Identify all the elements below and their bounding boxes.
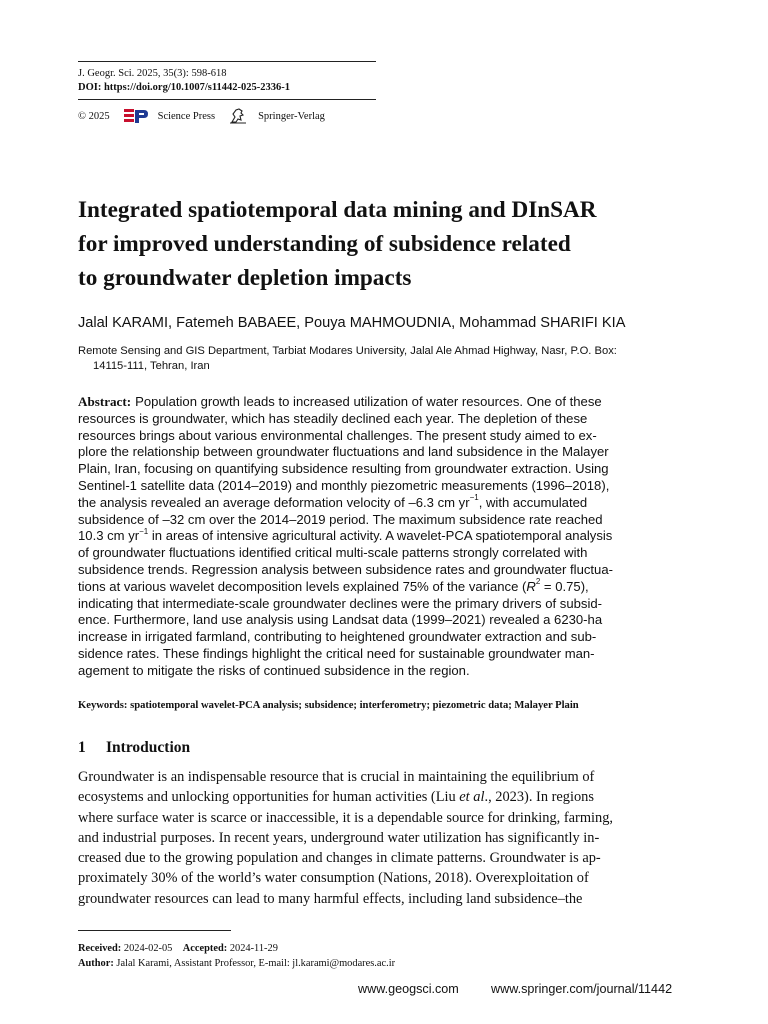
- title-line-2: for improved understanding of subsidence related: [78, 231, 571, 257]
- footnote-rule: [78, 930, 231, 931]
- abstract-line: subsidence trends. Regression analysis between subsidence rates and groundwater fluctua-: [78, 561, 613, 577]
- doi-line[interactable]: DOI: https://doi.org/10.1007/s11442-025-2336-1: [78, 82, 291, 93]
- abstract-line: resources brings about various environmental challenges. The present study aimed to ex-: [78, 427, 597, 443]
- author-list: Jalal KARAMI, Fatemeh BABAEE, Pouya MAHMOUDNIA, Mohammad SHARIFI KIA: [78, 315, 626, 331]
- keywords: Keywords: spatiotemporal wavelet-PCA analysis; subsidence; interferometry; piezometric data; Malayer Plain: [78, 700, 579, 711]
- abstract-line: of groundwater fluctuations identified critical multi-scale patterns strongly correlated with: [78, 545, 588, 561]
- affiliation-line-2: 14115-111, Tehran, Iran: [93, 360, 210, 372]
- abstract-line: 10.3 cm $yr^{-1}$ in areas of intensive agricultural activity. A wavelet-PCA spatiotemporal analysis: [78, 527, 613, 544]
- paper-title: [78, 193, 698, 295]
- footer-link-springer[interactable]: www.springer.com/journal/11442: [491, 982, 673, 996]
- publisher-row: [78, 108, 325, 124]
- author-note: Author: Jalal Karami, Assistant Professor, E-mail: jl.karami@modares.ac.ir: [78, 958, 396, 969]
- intro-paragraph: [78, 767, 690, 909]
- abstract-line: plore the relationship between groundwater fluctuations and land subsidence in the Malayer: [78, 444, 609, 460]
- received-accepted-note: Received: 2024-02-05 Accepted: 2024-11-29: [78, 943, 278, 954]
- intro-line: and industrial purposes. In recent years, underground water utilization has significantly in-: [78, 829, 600, 846]
- title-line-1: Integrated spatiotemporal data mining and DInSAR: [78, 197, 597, 223]
- header-mid-rule: [78, 99, 376, 100]
- header-top-rule: [78, 61, 376, 62]
- science-press-logo-icon: [124, 109, 148, 123]
- affiliation-line-1: Remote Sensing and GIS Department, Tarbiat Modares University, Jalal Ale Ahmad Highway, Nasr, P.O. Box:: [78, 345, 617, 357]
- intro-line: groundwater resources can lead to many harmful effects, including land subsidence–the: [78, 890, 583, 907]
- abstract-line: agement to mitigate the risks of continued subsidence in the region.: [78, 662, 470, 678]
- intro-line: creased due to the growing population and changes in climate patterns. Groundwater is ap-: [78, 850, 601, 867]
- copyright-text: © 2025: [78, 110, 110, 122]
- intro-line: Groundwater is an indispensable resource that is crucial in maintaining the equilibrium of: [78, 769, 595, 785]
- abstract-line: indicating that intermediate-scale groundwater declines were the primary drivers of subsid-: [78, 595, 602, 611]
- abstract: [78, 394, 690, 680]
- intro-line: ecosystems and unlocking opportunities for human activities (Liu et al., 2023). In regions: [78, 789, 594, 806]
- abstract-line: Plain, Iran, focusing on quantifying subsidence resulting from groundwater extraction. Using: [78, 461, 609, 477]
- abstract-line: tions at various wavelet decomposition levels explained 75% of the variance $(R^2 = 0.75)$,: [78, 577, 589, 594]
- abstract-label: Abstract:: [78, 394, 132, 409]
- springer-horse-icon: [229, 108, 247, 124]
- abstract-line: increase in irrigated farmland, contributing to heightened groundwater extraction and sub-: [78, 629, 597, 645]
- journal-citation: J. Geogr. Sci. 2025, 35(3): 598-618: [78, 68, 227, 79]
- abstract-line: Sentinel-1 satellite data (2014–2019) and monthly piezometric measurements (1996–2018),: [78, 477, 610, 493]
- abstract-line: subsidence of –32 cm over the 2014–2019 period. The maximum subsidence rate reached: [78, 511, 603, 527]
- abstract-line: Abstract: Population growth leads to increased utilization of water resources. One of these: [78, 394, 602, 409]
- footer-link-geogsci[interactable]: www.geogsci.com: [358, 982, 459, 996]
- intro-line: where surface water is scarce or inaccessible, it is a dependable source for drinking, farming,: [78, 809, 614, 826]
- title-line-3: to groundwater depletion impacts: [78, 265, 412, 291]
- section-title: Introduction: [106, 739, 191, 756]
- section-number: 1: [78, 739, 86, 756]
- publisher-science-press: Science Press: [157, 110, 216, 122]
- affiliation: [78, 344, 690, 374]
- abstract-line: the analysis revealed an average deformation velocity of –6.3 cm $yr^{-1}$, with accumulated: [78, 493, 588, 510]
- publisher-springer: Springer-Verlag: [258, 110, 325, 122]
- section-heading: [78, 739, 190, 757]
- abstract-line: ence. Furthermore, land use analysis using Landsat data (1999–2021) revealed a 6230-ha: [78, 612, 603, 628]
- intro-line: proximately 30% of the world’s water consumption (Nations, 2018). Overexploitation of: [78, 870, 589, 887]
- abstract-line: resources is groundwater, which has steadily declined each year. The depletion of these: [78, 410, 588, 426]
- abstract-line: sidence rates. These findings highlight the critical need for sustainable groundwater man-: [78, 645, 595, 661]
